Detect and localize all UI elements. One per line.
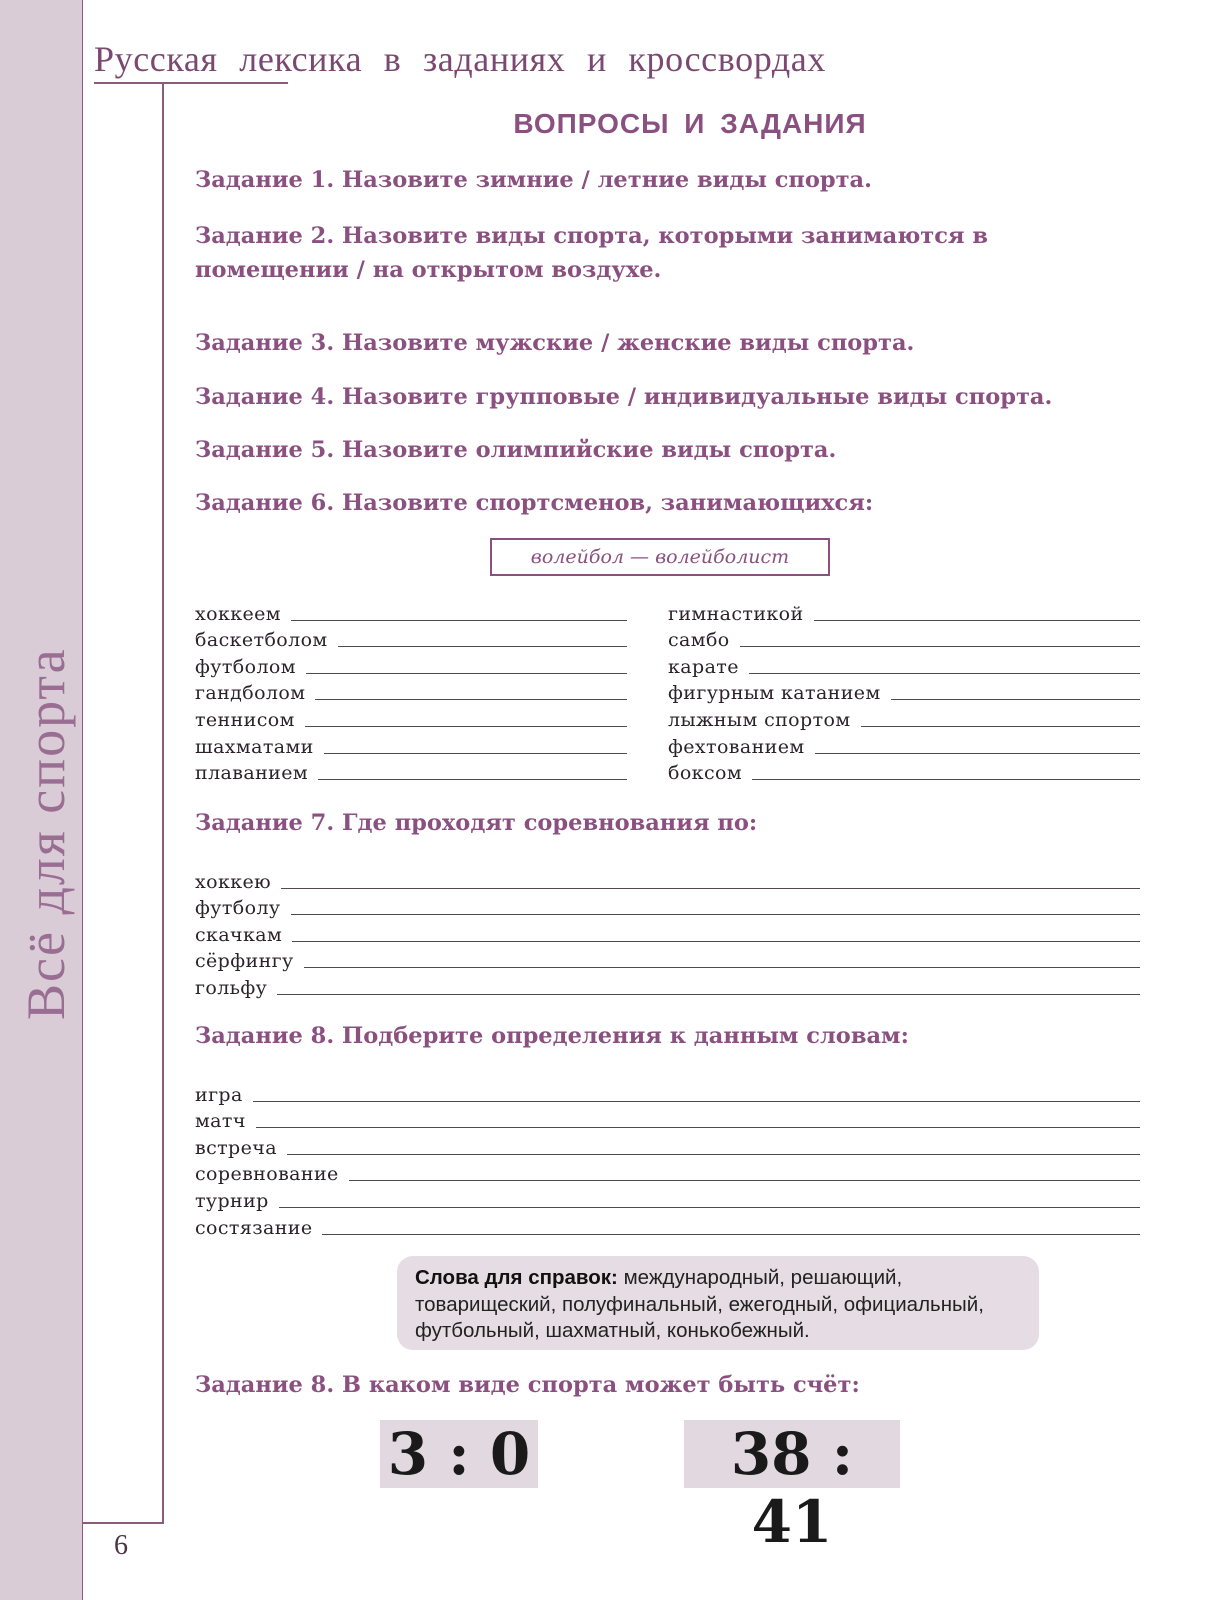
item-label: карате	[668, 655, 739, 678]
task8-list	[195, 1079, 1140, 1239]
answer-line[interactable]	[291, 914, 1141, 915]
item-label: боксом	[668, 762, 743, 785]
answer-line[interactable]	[815, 753, 1140, 754]
section-title: ВОПРОСЫ И ЗАДАНИЯ	[513, 108, 867, 139]
task-2: Задание 2. Назовите виды спорта, которыми занимаются в помещении / на открытом воздухе.	[195, 223, 989, 283]
task-6: Задание 6. Назовите спортсменов, занимающихся:	[195, 490, 874, 516]
answer-line[interactable]	[304, 967, 1140, 968]
answer-line[interactable]	[752, 779, 1140, 780]
list-item	[195, 758, 627, 785]
item-label: футболом	[195, 655, 296, 678]
task-3: Задание 3. Назовите мужские / женские виды спорта.	[195, 330, 915, 356]
score-badge: 3 : 0	[380, 1420, 538, 1488]
list-item	[195, 893, 1140, 920]
header-rule	[94, 82, 288, 84]
list-item	[195, 1132, 1140, 1159]
item-label: сёрфингу	[195, 950, 294, 973]
score-badge: 38 : 41	[684, 1420, 900, 1488]
item-label: фехтованием	[668, 735, 805, 758]
list-item	[195, 1185, 1140, 1212]
list-item	[195, 919, 1140, 946]
answer-line[interactable]	[279, 1207, 1140, 1208]
list-item	[195, 704, 627, 731]
book-title: Русская лексика в заданиях и кроссвордах	[94, 39, 826, 79]
item-label: встреча	[195, 1136, 277, 1159]
answer-line[interactable]	[749, 673, 1140, 674]
page-number: 6	[114, 1530, 128, 1561]
answer-line[interactable]	[814, 620, 1140, 621]
hint-label: Слова для справок:	[415, 1266, 618, 1289]
task6-left-list	[195, 598, 627, 784]
answer-line[interactable]	[861, 726, 1140, 727]
item-label: фигурным катанием	[668, 682, 881, 705]
list-item	[195, 1079, 1140, 1106]
answer-line[interactable]	[338, 646, 627, 647]
answer-line[interactable]	[306, 673, 627, 674]
item-label: игра	[195, 1083, 243, 1106]
answer-line[interactable]	[305, 726, 627, 727]
answer-line[interactable]	[281, 888, 1140, 889]
list-item	[195, 866, 1140, 893]
item-label: состязание	[195, 1216, 313, 1239]
list-item	[195, 972, 1140, 999]
list-item	[668, 731, 1140, 758]
answer-line[interactable]	[277, 994, 1140, 995]
list-item	[668, 598, 1140, 625]
list-item	[195, 946, 1140, 973]
list-item	[668, 758, 1140, 785]
item-label: скачкам	[195, 923, 283, 946]
item-label: баскетболом	[195, 629, 328, 652]
frame-horizontal-rule	[82, 1522, 164, 1524]
item-label: хоккеем	[195, 602, 281, 625]
side-band-edge	[82, 0, 83, 1600]
task7-list	[195, 866, 1140, 999]
frame-vertical-rule	[162, 84, 164, 1524]
item-label: теннисом	[195, 708, 295, 731]
task6-right-list	[668, 598, 1140, 784]
task-1: Задание 1. Назовите зимние / летние виды спорта.	[195, 167, 872, 193]
item-label: гимнастикой	[668, 602, 804, 625]
list-item	[195, 678, 627, 705]
task-7: Задание 7. Где проходят соревнования по:	[195, 810, 758, 836]
list-item	[668, 704, 1140, 731]
item-label: матч	[195, 1110, 246, 1133]
item-label: самбо	[668, 629, 730, 652]
answer-line[interactable]	[287, 1154, 1140, 1155]
hint-text: международный, решающий, товарищеский, полуфинальный, ежегодный, официальный, футбольный, шахматный, конькобежный.	[415, 1266, 984, 1342]
task-4: Задание 4. Назовите групповые / индивидуальные виды спорта.	[195, 384, 1053, 410]
list-item	[195, 598, 627, 625]
answer-line[interactable]	[740, 646, 1140, 647]
list-item	[668, 625, 1140, 652]
item-label: соревнование	[195, 1163, 339, 1186]
task-5: Задание 5. Назовите олимпийские виды спорта.	[195, 437, 837, 463]
list-item	[195, 1106, 1140, 1133]
answer-line[interactable]	[291, 620, 627, 621]
list-item	[668, 678, 1140, 705]
list-item	[195, 731, 627, 758]
item-label: лыжным спортом	[668, 708, 851, 731]
answer-line[interactable]	[253, 1101, 1140, 1102]
task-9: Задание 8. В каком виде спорта может быть счёт:	[195, 1372, 860, 1398]
answer-line[interactable]	[891, 699, 1140, 700]
answer-line[interactable]	[322, 1234, 1140, 1235]
answer-line[interactable]	[256, 1127, 1140, 1128]
answer-line[interactable]	[318, 779, 627, 780]
item-label: плаванием	[195, 762, 309, 785]
list-item	[195, 651, 627, 678]
item-label: шахматами	[195, 735, 314, 758]
list-item	[195, 625, 627, 652]
side-chapter-title: Всё для спорта	[16, 647, 76, 1020]
item-label: футболу	[195, 897, 281, 920]
hint-box	[397, 1256, 1039, 1350]
task-8: Задание 8. Подберите определения к данным словам:	[195, 1023, 909, 1049]
list-item	[668, 651, 1140, 678]
example-box: волейбол — волейболист	[490, 538, 830, 576]
item-label: гольфу	[195, 976, 268, 999]
item-label: хоккею	[195, 870, 272, 893]
answer-line[interactable]	[324, 753, 627, 754]
answer-line[interactable]	[315, 699, 627, 700]
answer-line[interactable]	[349, 1180, 1140, 1181]
list-item	[195, 1159, 1140, 1186]
item-label: гандболом	[195, 682, 306, 705]
list-item	[195, 1212, 1140, 1239]
item-label: турнир	[195, 1189, 269, 1212]
answer-line[interactable]	[292, 941, 1140, 942]
